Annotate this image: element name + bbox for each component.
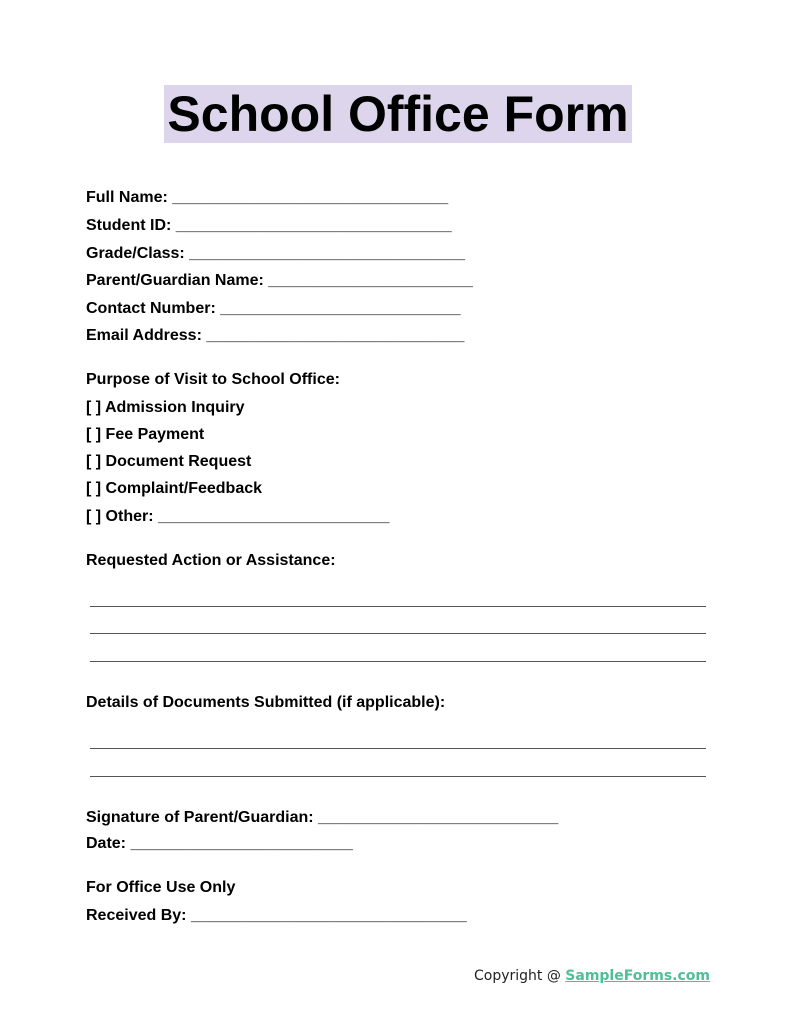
checkbox-fee-payment[interactable]: [ ] Fee Payment (86, 426, 205, 443)
sampleforms-link[interactable]: SampleForms.com (565, 968, 710, 984)
requested-action-heading: Requested Action or Assistance: (86, 552, 336, 569)
documents-heading: Details of Documents Submitted (if applicable): (86, 694, 446, 711)
documents-line-1[interactable] (90, 748, 706, 749)
grade-class-field[interactable]: Grade/Class: _______________________________ (86, 245, 466, 262)
checkbox-complaint-feedback[interactable]: [ ] Complaint/Feedback (86, 480, 263, 497)
checkbox-other[interactable]: [ ] Other: __________________________ (86, 508, 390, 525)
copyright-footer (474, 966, 710, 986)
form-title: School Office Form (164, 85, 632, 143)
parent-guardian-name-field[interactable]: Parent/Guardian Name: _______________________ (86, 272, 473, 289)
date-field[interactable]: Date: _________________________ (86, 835, 353, 852)
office-use-heading: For Office Use Only (86, 879, 236, 896)
documents-line-2[interactable] (90, 776, 706, 777)
copyright-prefix: Copyright @ (473, 968, 566, 984)
full-name-field[interactable]: Full Name: _______________________________ (86, 189, 449, 206)
requested-action-line-3[interactable] (90, 661, 706, 662)
requested-action-line-2[interactable] (90, 633, 706, 634)
contact-number-field[interactable]: Contact Number: ___________________________ (86, 300, 461, 317)
requested-action-line-1[interactable] (90, 606, 706, 607)
signature-field[interactable]: Signature of Parent/Guardian: ___________________________ (86, 809, 559, 826)
checkbox-admission-inquiry[interactable]: [ ] Admission Inquiry (86, 399, 245, 416)
checkbox-document-request[interactable]: [ ] Document Request (86, 453, 252, 470)
purpose-heading: Purpose of Visit to School Office: (86, 371, 340, 388)
received-by-field[interactable]: Received By: _______________________________ (86, 907, 467, 924)
email-address-field[interactable]: Email Address: _____________________________ (86, 327, 465, 344)
student-id-field[interactable]: Student ID: _______________________________ (86, 217, 452, 234)
